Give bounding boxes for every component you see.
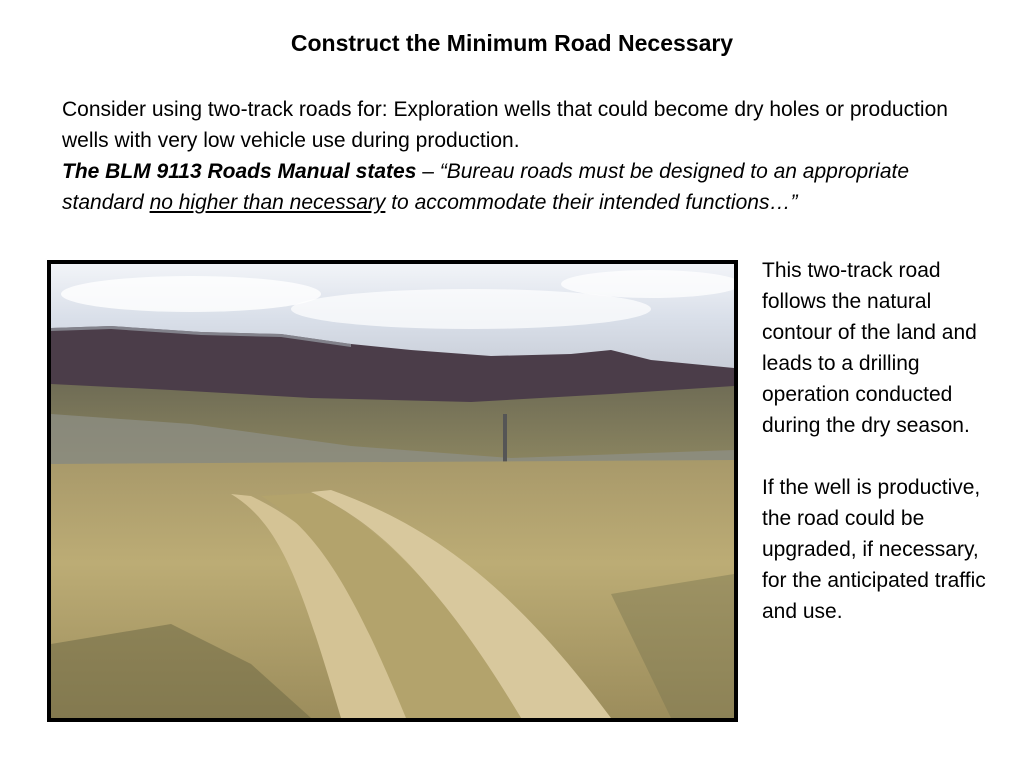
quote-end: to accommodate their intended functions…” <box>385 191 798 214</box>
cloud <box>61 276 321 312</box>
landscape-photo-icon <box>51 264 734 718</box>
manual-quote <box>62 156 972 218</box>
caption-paragraph: If the well is productive, the road could be upgraded, if necessary, for the anticipated traffic and use. <box>762 476 986 623</box>
quote-dash: – <box>416 160 440 183</box>
quote-underlined: no higher than necessary <box>149 191 386 214</box>
intro-text <box>62 94 972 218</box>
quote-source: The BLM 9113 Roads Manual states <box>62 160 417 183</box>
quote-start: “Bureau roads must be designed to an appropriate standard <box>62 160 910 214</box>
intro-line: Consider using two-track roads for: Exploration wells that could become dry holes or production wells with very low vehicle use during production. <box>62 98 948 152</box>
side-caption <box>762 255 1002 627</box>
caption-paragraph: This two-track road follows the natural contour of the land and leads to a drilling operation conducted during the dry season. <box>762 259 977 437</box>
slide-title: Construct the Minimum Road Necessary <box>290 30 734 56</box>
cloud <box>561 270 734 298</box>
two-track-road-photo <box>47 260 738 722</box>
